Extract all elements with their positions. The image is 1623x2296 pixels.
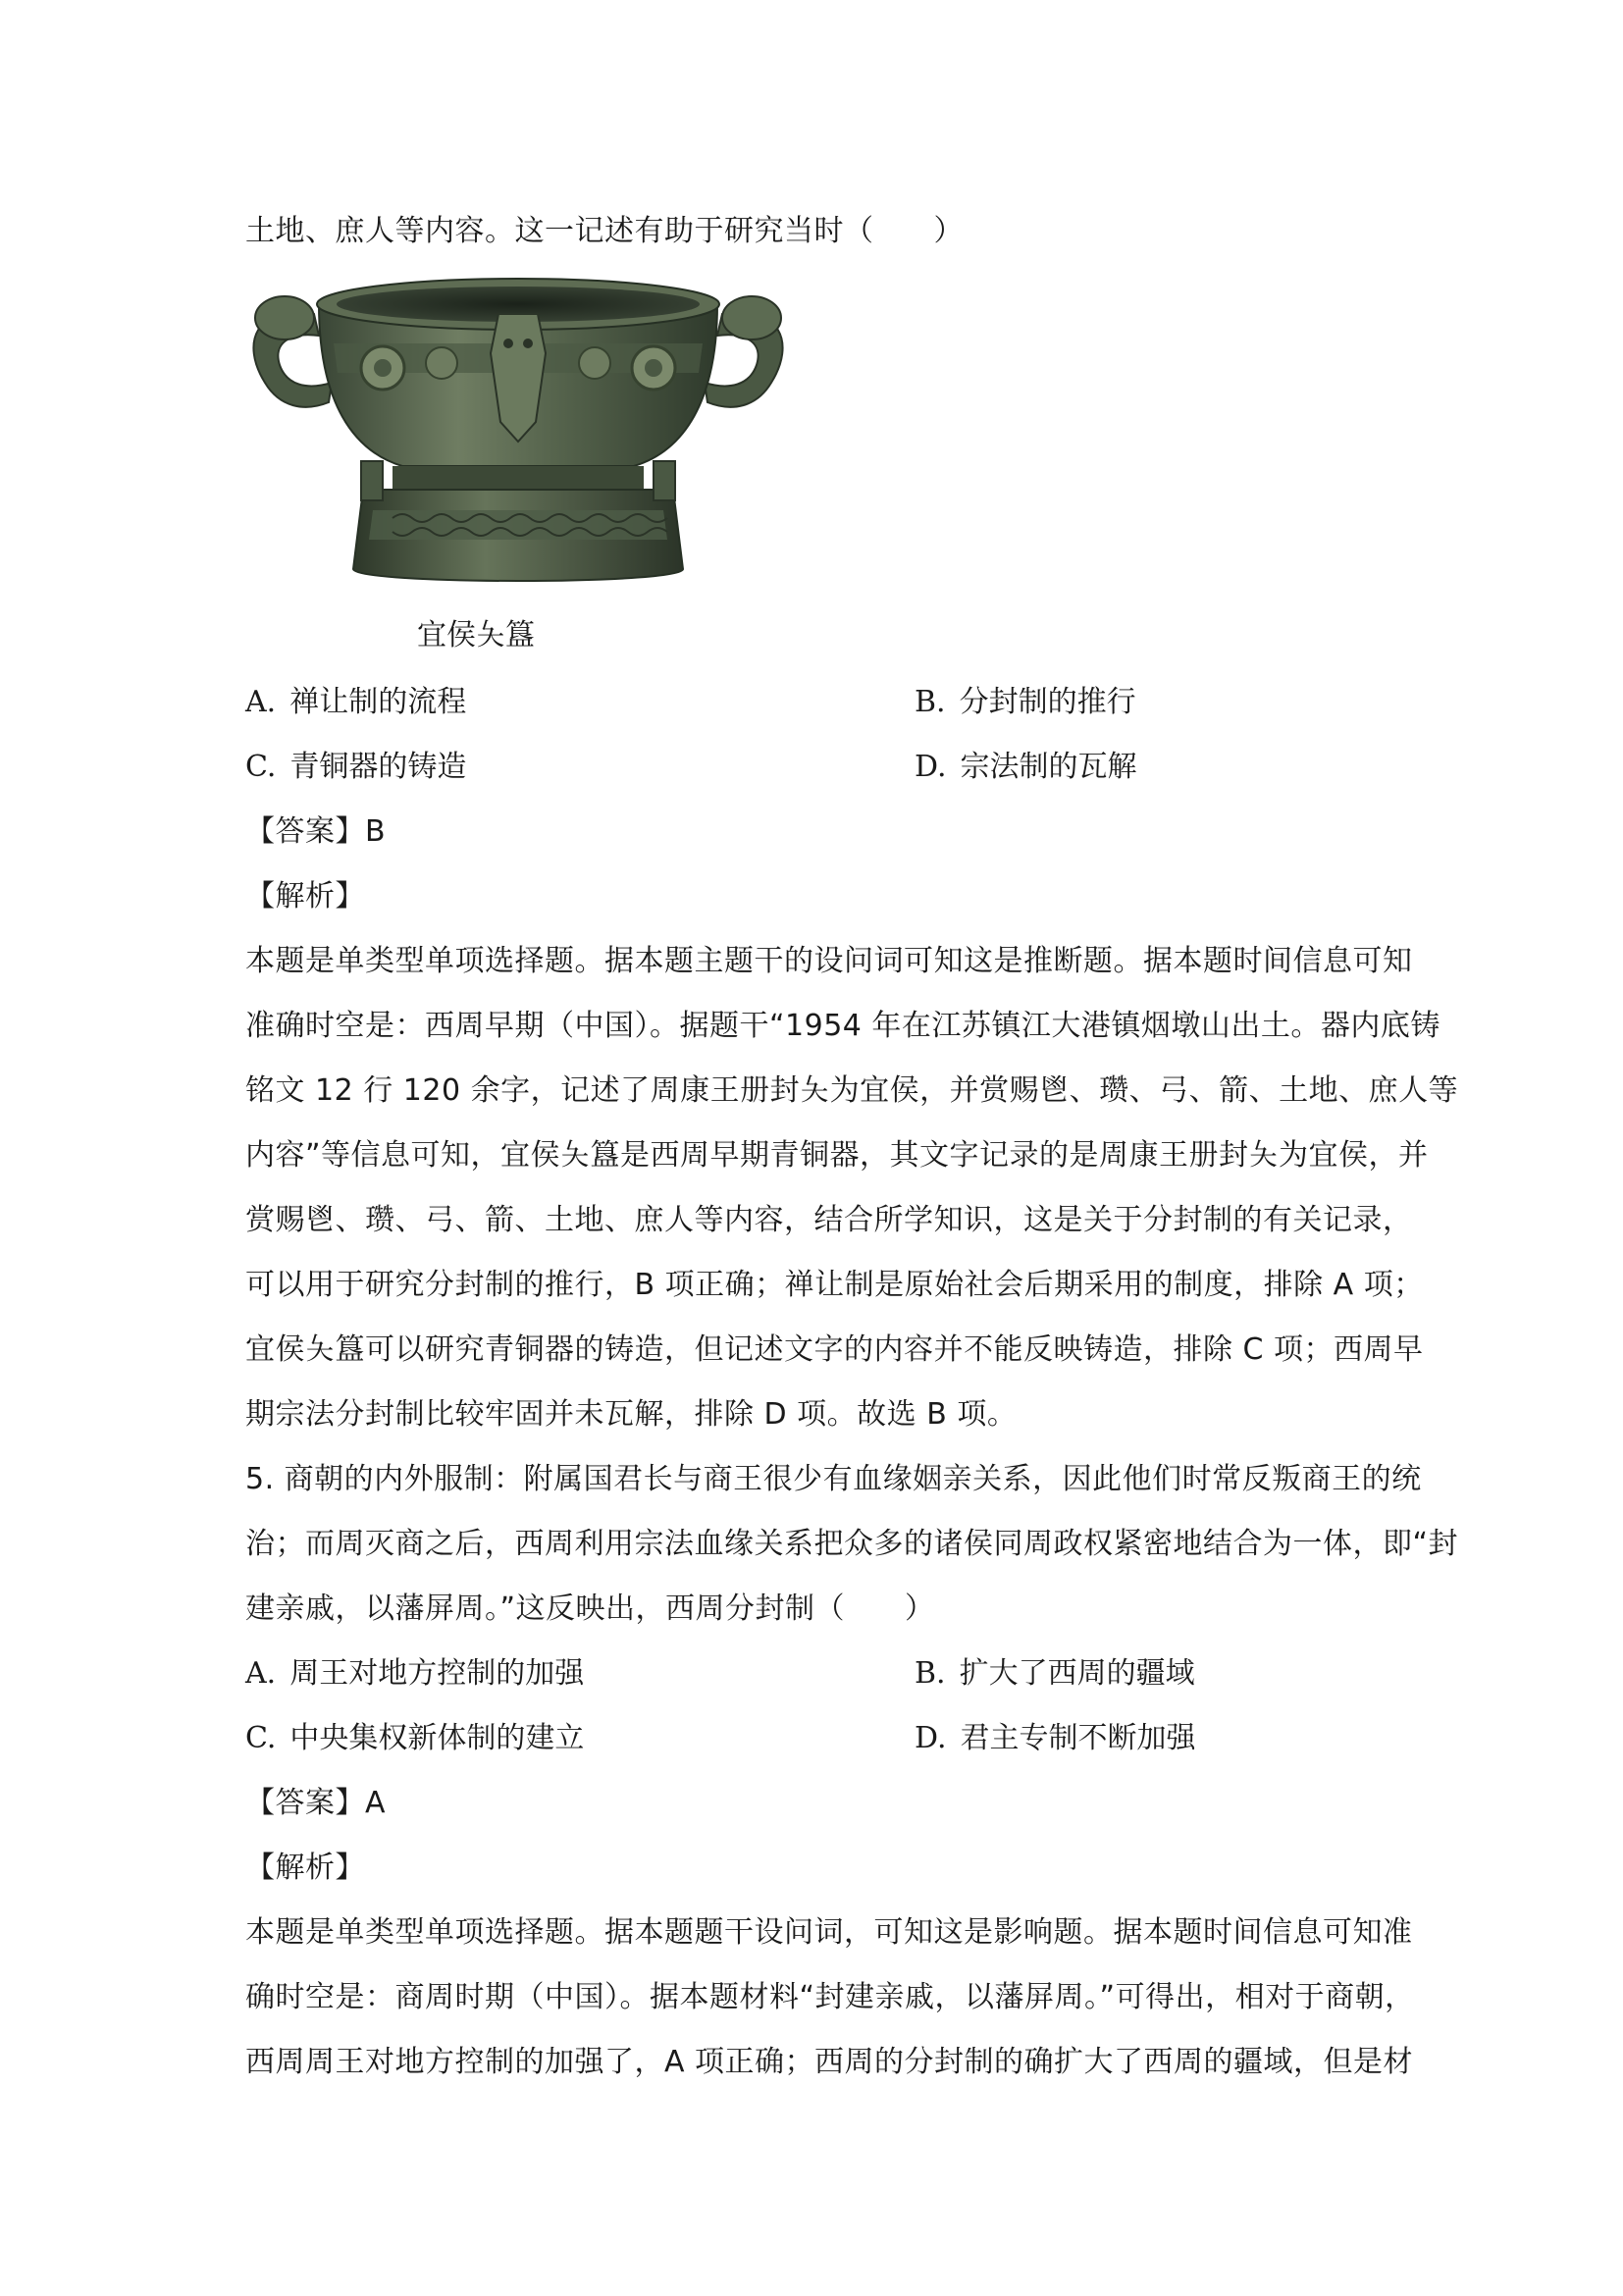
q5-analysis-heading: 【解析】 (245, 1851, 365, 1885)
q4-analysis-line: 准确时空是：西周早期（中国）。据题干“1954 年在江苏镇江大港镇烟墩山出土。器内底铸 (245, 1009, 1440, 1043)
q4-analysis-line: 赏赐鬯、瓒、弓、箭、土地、庶人等内容，结合所学知识，这是关于分封制的有关记录， (245, 1203, 1413, 1237)
q5-analysis-line: 西周周王对地方控制的加强了，A 项正确；西周的分封制的确扩大了西周的疆域，但是材 (245, 2045, 1414, 2079)
q4-stem-tail: 土地、庶人等内容。这一记述有助于研究当时（ ） (245, 214, 964, 248)
q5-analysis-line: 本题是单类型单项选择题。据本题题干设问词，可知这是影响题。据本题时间信息可知准 (245, 1915, 1413, 1950)
q4-analysis-line: 铭文 12 行 120 余字，记述了周康王册封夨为宜侯，并赏赐鬯、瓒、弓、箭、土地、庶人等 (245, 1073, 1459, 1108)
q5-option-d: D. 君主专制不断加强 (915, 1721, 1196, 1755)
q5-stem-line: 建亲戚，以藩屏周。”这反映出，西周分封制（ ） (245, 1592, 935, 1626)
q4-option-a: A. 禅让制的流程 (245, 685, 467, 719)
q4-answer: 【答案】B (245, 814, 387, 849)
q4-analysis-line: 可以用于研究分封制的推行，B 项正确；禅让制是原始社会后期采用的制度，排除 A 项； (245, 1268, 1424, 1302)
q4-analysis-line: 期宗法分封制比较牢固并未瓦解，排除 D 项。故选 B 项。 (245, 1397, 1018, 1432)
bronze-gui-vessel-image (245, 275, 791, 600)
q4-option-b: B. 分封制的推行 (915, 685, 1136, 719)
q4-option-c: C. 青铜器的铸造 (245, 750, 467, 784)
q4-analysis-line: 宜侯夨簋可以研究青铜器的铸造，但记述文字的内容并不能反映铸造，排除 C 项；西周早 (245, 1332, 1424, 1367)
q5-option-c: C. 中央集权新体制的建立 (245, 1721, 585, 1755)
q5-option-b: B. 扩大了西周的疆域 (915, 1656, 1195, 1691)
q4-option-d: D. 宗法制的瓦解 (915, 750, 1137, 784)
q4-analysis-line: 内容”等信息可知，宜侯夨簋是西周早期青铜器，其文字记录的是周康王册封夨为宜侯，并 (245, 1138, 1429, 1173)
q5-option-a: A. 周王对地方控制的加强 (245, 1656, 585, 1691)
q5-answer: 【答案】A (245, 1786, 387, 1820)
figure-caption: 宜侯夨簋 (417, 618, 535, 652)
q4-analysis-line: 本题是单类型单项选择题。据本题主题干的设问词可知这是推断题。据本题时间信息可知 (245, 944, 1413, 978)
q5-stem-line: 治；而周灭商之后，西周利用宗法血缘关系把众多的诸侯同周政权紧密地结合为一体，即“封 (245, 1527, 1459, 1561)
q5-analysis-line: 确时空是：商周时期（中国）。据本题材料“封建亲戚，以藩屏周。”可得出，相对于商朝， (245, 1980, 1415, 2014)
q5-stem-line: 5. 商朝的内外服制：附属国君长与商王很少有血缘姻亲关系，因此他们时常反叛商王的统 (245, 1462, 1422, 1496)
q4-analysis-heading: 【解析】 (245, 879, 365, 913)
